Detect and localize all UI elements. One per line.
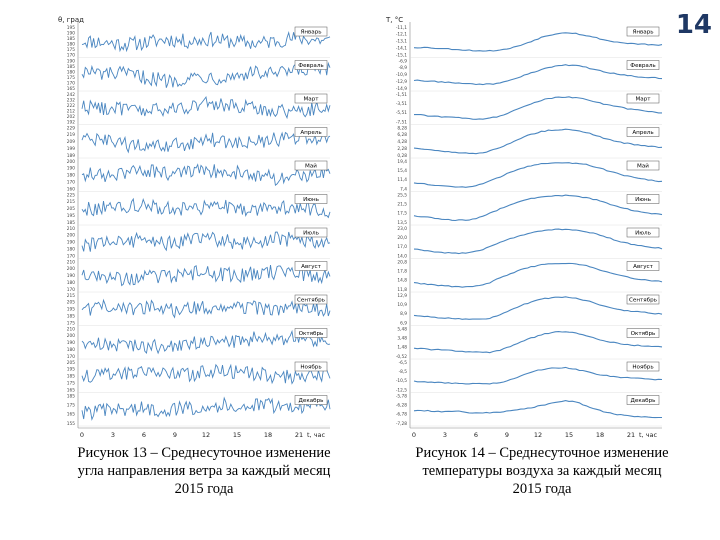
y-tick-label: 175	[66, 403, 75, 409]
y-tick-label: -0,52	[395, 354, 407, 360]
y-tick-label: 209	[66, 140, 75, 146]
y-tick-label: 10,9	[397, 302, 407, 308]
x-tick-label: 21	[626, 431, 636, 439]
y-tick-label: -8,9	[398, 66, 407, 72]
month-label: Июнь	[303, 197, 319, 204]
month-label: Сентябрь	[629, 297, 657, 304]
month-label: Январь	[632, 29, 654, 36]
x-tick-label: 3	[442, 431, 448, 439]
y-tick-label: -15,1	[395, 53, 407, 59]
caption-line: 2015 года	[174, 481, 234, 497]
y-tick-label: 210	[66, 260, 75, 266]
y-tick-label: 195	[66, 307, 75, 313]
y-tick-label: 200	[66, 159, 75, 165]
series-line-9	[82, 331, 330, 353]
y-tick-label: 202	[66, 114, 75, 120]
month-label: Октябрь	[298, 331, 324, 338]
y-tick-label: 160	[66, 187, 75, 193]
y-tick-label: 20,8	[397, 260, 407, 266]
month-label: Сентябрь	[297, 297, 325, 304]
y-tick-label: 215	[66, 200, 75, 206]
y-tick-label: 212	[66, 109, 75, 115]
y-tick-label: 175	[66, 75, 75, 81]
y-tick-label: 5,48	[397, 327, 407, 333]
y-tick-label: -1,51	[395, 92, 407, 98]
y-tick-label: 14,8	[397, 278, 407, 284]
y-tick-label: 4,28	[397, 140, 407, 146]
y-tick-label: 185	[66, 374, 75, 380]
y-tick-label: 170	[66, 354, 75, 360]
series-line-10	[82, 365, 330, 384]
x-tick-label: 21	[294, 431, 304, 439]
y-tick-label: 210	[66, 226, 75, 232]
month-label: Май	[637, 163, 649, 170]
month-label: Август	[633, 264, 653, 271]
y-tick-label: -8,5	[398, 369, 407, 375]
y-tick-label: 165	[66, 388, 75, 394]
y-tick-label: 180	[66, 280, 75, 286]
y-tick-label: 155	[66, 421, 75, 427]
y-tick-label: 175	[66, 47, 75, 53]
y-tick-label: 21,5	[397, 202, 407, 208]
y-tick-label: 200	[66, 334, 75, 340]
y-tick-label: 195	[66, 367, 75, 373]
y-tick-label: 180	[66, 42, 75, 48]
y-tick-label: 199	[66, 146, 75, 152]
y-tick-label: 205	[66, 360, 75, 366]
y-tick-label: -6,78	[395, 412, 407, 418]
y-tick-label: 195	[66, 213, 75, 219]
series-line-8	[82, 297, 330, 317]
y-tick-label: 23,0	[397, 226, 407, 232]
series-line-11	[82, 398, 330, 419]
caption-line: Рисунок 13 – Среднесуточное изменение	[77, 445, 331, 461]
month-label: Февраль	[298, 63, 324, 70]
y-tick-label: 170	[66, 81, 75, 87]
y-tick-label: -6,28	[395, 403, 407, 409]
y-tick-label: 6,9	[400, 321, 407, 327]
series-line-5	[414, 195, 662, 220]
page-number: 14	[675, 10, 712, 40]
y-tick-label: 11,4	[397, 178, 407, 184]
y-tick-label: 13,5	[397, 220, 407, 226]
x-tick-label: 3	[110, 431, 116, 439]
y-tick-label: 185	[66, 394, 75, 400]
series-line-9	[414, 332, 662, 353]
y-tick-label: -5,51	[395, 111, 407, 117]
y-tick-label: -7,28	[395, 421, 407, 427]
x-axis-label: t, час	[638, 431, 658, 439]
series-line-4	[414, 163, 662, 188]
y-tick-label: 185	[66, 314, 75, 320]
month-label: Июль	[635, 230, 651, 237]
month-label: Март	[635, 96, 651, 103]
series-line-1	[82, 64, 330, 88]
caption-line: угла направления ветра за каждый месяц	[77, 463, 331, 479]
month-label: Февраль	[630, 63, 656, 70]
y-tick-label: -12,5	[395, 388, 407, 394]
series-line-5	[82, 199, 330, 217]
figure-14-caption	[400, 444, 684, 498]
y-tick-label: 170	[66, 180, 75, 186]
y-tick-label: 165	[66, 86, 75, 92]
caption-line: 2015 года	[512, 481, 572, 497]
y-tick-label: 190	[66, 59, 75, 65]
x-tick-label: 9	[504, 431, 510, 439]
y-tick-label: 190	[66, 166, 75, 172]
y-tick-label: 12,9	[397, 293, 407, 299]
series-line-0	[82, 29, 330, 51]
caption-line: Рисунок 14 – Среднесуточное изменение	[415, 445, 669, 461]
month-label: Декабрь	[630, 398, 656, 405]
y-tick-label: 200	[66, 233, 75, 239]
y-tick-label: 17,5	[397, 211, 407, 217]
y-axis-label: T, °C	[386, 16, 404, 24]
temperature-chart	[366, 0, 668, 444]
y-tick-label: 170	[66, 287, 75, 293]
y-tick-label: 185	[66, 64, 75, 70]
series-line-0	[414, 33, 662, 51]
y-tick-label: 189	[66, 153, 75, 159]
y-tick-label: 17,8	[397, 269, 407, 275]
y-tick-label: 190	[66, 31, 75, 37]
x-tick-label: 6	[473, 431, 479, 439]
y-tick-label: -14,1	[395, 46, 407, 52]
y-tick-label: 229	[66, 126, 75, 132]
month-label: Декабрь	[298, 398, 324, 405]
y-tick-label: 3,48	[397, 336, 407, 342]
y-tick-label: 8,28	[397, 126, 407, 132]
y-tick-label: -10,5	[395, 379, 407, 385]
x-tick-label: 15	[232, 431, 242, 439]
month-label: Август	[301, 264, 321, 271]
x-tick-label: 6	[141, 431, 147, 439]
y-tick-label: 205	[66, 300, 75, 306]
y-tick-label: -12,1	[395, 32, 407, 38]
month-label: Ноябрь	[300, 364, 322, 371]
y-tick-label: 180	[66, 347, 75, 353]
y-tick-label: -6,9	[398, 59, 407, 65]
y-tick-label: 2,28	[397, 146, 407, 152]
y-tick-label: 222	[66, 103, 75, 109]
y-tick-label: 180	[66, 247, 75, 253]
series-line-2	[414, 97, 662, 120]
y-tick-label: 175	[66, 381, 75, 387]
x-tick-label: 12	[201, 431, 211, 439]
y-tick-label: 180	[66, 70, 75, 76]
y-tick-label: 205	[66, 207, 75, 213]
series-line-6	[82, 232, 330, 252]
x-axis-label: t, час	[306, 431, 326, 439]
y-tick-label: -5,78	[395, 394, 407, 400]
y-tick-label: 200	[66, 267, 75, 273]
y-tick-label: 15,4	[397, 168, 407, 174]
y-tick-label: 6,28	[397, 133, 407, 139]
y-tick-label: 242	[66, 92, 75, 98]
series-line-8	[414, 297, 662, 320]
month-label: Июль	[303, 230, 319, 237]
y-tick-label: 170	[66, 53, 75, 59]
x-tick-label: 18	[263, 431, 273, 439]
series-line-2	[82, 97, 330, 118]
series-line-4	[82, 164, 330, 185]
y-tick-label: 185	[66, 36, 75, 42]
y-tick-label: 25,5	[397, 193, 407, 199]
caption-line: температуры воздуха за каждый месяц	[422, 463, 662, 479]
y-tick-label: 225	[66, 193, 75, 199]
y-tick-label: 192	[66, 120, 75, 126]
series-line-7	[82, 265, 330, 285]
x-tick-label: 0	[79, 431, 85, 439]
y-tick-label: 7,4	[400, 187, 407, 193]
series-line-1	[414, 65, 662, 85]
series-line-7	[414, 263, 662, 287]
y-tick-label: -11,1	[395, 25, 407, 31]
y-tick-label: 219	[66, 133, 75, 139]
y-tick-label: -6,5	[398, 360, 407, 366]
month-label: Январь	[300, 29, 322, 36]
y-tick-label: 165	[66, 412, 75, 418]
wind-direction-chart	[54, 0, 344, 444]
x-tick-label: 9	[172, 431, 178, 439]
y-tick-label: 190	[66, 274, 75, 280]
y-tick-label: -14,9	[395, 86, 407, 92]
y-tick-label: 1,48	[397, 345, 407, 351]
y-tick-label: 185	[66, 220, 75, 226]
y-tick-label: 190	[66, 341, 75, 347]
y-tick-label: 215	[66, 293, 75, 299]
x-tick-label: 12	[533, 431, 543, 439]
series-line-6	[414, 229, 662, 254]
x-tick-label: 18	[595, 431, 605, 439]
series-line-3	[414, 129, 662, 154]
series-line-3	[82, 131, 330, 152]
month-label: Март	[303, 96, 319, 103]
y-tick-label: -12,9	[395, 79, 407, 85]
y-tick-label: 190	[66, 240, 75, 246]
y-tick-label: 210	[66, 327, 75, 333]
y-tick-label: 195	[66, 25, 75, 31]
x-tick-label: 0	[411, 431, 417, 439]
y-tick-label: 11,8	[397, 287, 407, 293]
month-label: Июнь	[635, 197, 651, 204]
y-tick-label: -13,1	[395, 39, 407, 45]
series-line-11	[414, 401, 662, 418]
y-tick-label: 175	[66, 321, 75, 327]
y-tick-label: -10,9	[395, 73, 407, 79]
y-tick-label: 17,0	[397, 245, 407, 251]
y-tick-label: -3,51	[395, 101, 407, 107]
y-tick-label: 20,0	[397, 235, 407, 241]
x-tick-label: 15	[564, 431, 574, 439]
y-tick-label: 170	[66, 254, 75, 260]
y-tick-label: 180	[66, 173, 75, 179]
y-tick-label: -7,51	[395, 120, 407, 126]
figure-13-caption	[62, 444, 346, 498]
y-tick-label: 19,4	[397, 159, 407, 165]
y-axis-label: θ, град	[58, 16, 84, 24]
month-label: Ноябрь	[632, 364, 654, 371]
y-tick-label: 14,0	[397, 254, 407, 260]
month-label: Апрель	[300, 130, 322, 137]
y-tick-label: 0,28	[397, 153, 407, 159]
month-label: Октябрь	[630, 331, 656, 338]
y-tick-label: 232	[66, 98, 75, 104]
y-tick-label: 8,9	[400, 312, 407, 318]
month-label: Май	[305, 163, 317, 170]
series-line-10	[414, 364, 662, 384]
month-label: Апрель	[632, 130, 654, 137]
